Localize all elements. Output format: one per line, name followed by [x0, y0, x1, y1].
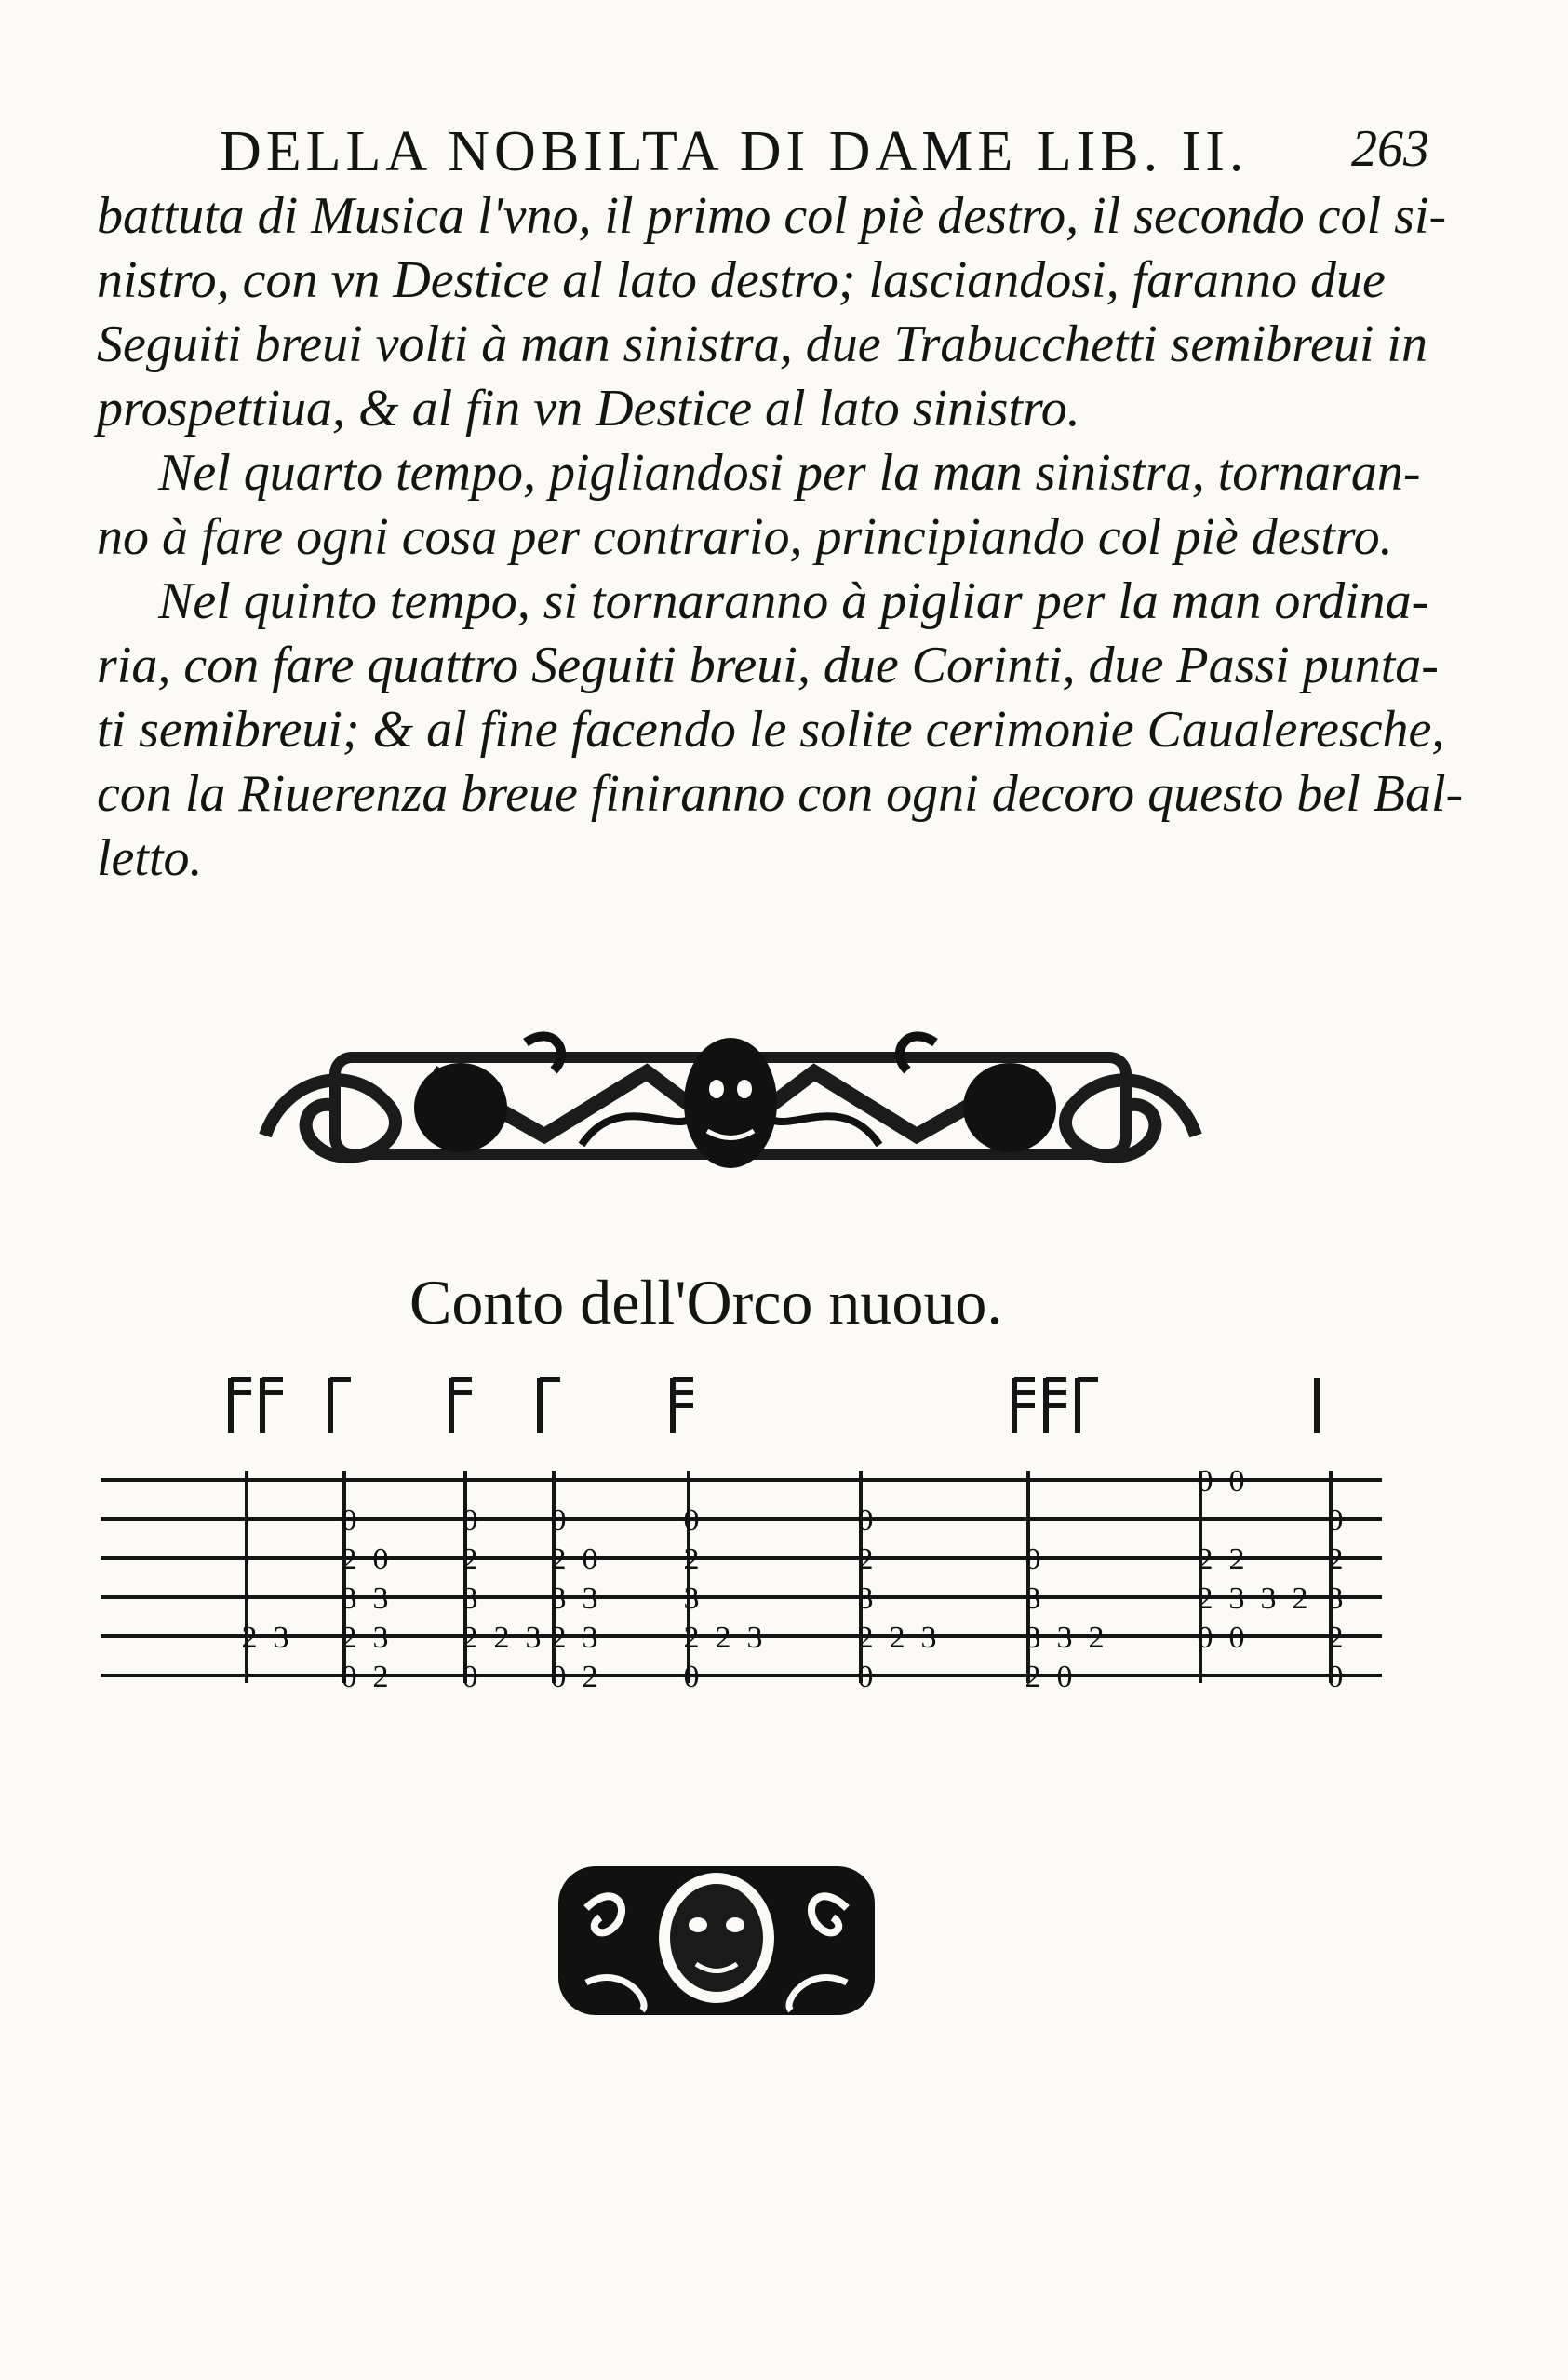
- tab-fret-number: 3: [582, 1620, 598, 1655]
- tab-fret-number: 0: [1197, 1464, 1213, 1499]
- tab-fret-number: 2: [1197, 1542, 1213, 1577]
- tab-fret-number: 3: [1025, 1581, 1041, 1616]
- text-line: prospettiua, & al fin vn Destice al lato sinistro.: [97, 380, 1080, 437]
- tab-fret-number: 2: [372, 1660, 389, 1694]
- tab-fret-number: 2: [550, 1620, 567, 1655]
- tab-fret-number: 2: [1327, 1542, 1344, 1577]
- tab-fret-number: 0: [857, 1503, 874, 1538]
- tab-fret-number: 2: [857, 1542, 874, 1577]
- text-line: letto.: [97, 829, 203, 887]
- running-head: [220, 119, 1429, 184]
- tab-fret-number: 2: [582, 1660, 598, 1694]
- mask-ornament-icon: [549, 1852, 884, 2029]
- tab-fret-number: 2: [241, 1620, 258, 1655]
- text-line: con la Riuerenza breue finiranno con ogni decoro questo bel Bal-: [97, 765, 1464, 823]
- tab-fret-number: 3: [462, 1581, 478, 1616]
- tab-fret-number: 3: [372, 1581, 389, 1616]
- lute-tablature: [93, 1359, 1396, 1750]
- tab-fret-number: 3: [1056, 1620, 1073, 1655]
- tab-fret-number: 0: [683, 1660, 700, 1694]
- text-line: nistro, con vn Destice al lato destro; lasciandosi, faranno due: [97, 251, 1386, 309]
- tab-fret-number: 2: [715, 1620, 731, 1655]
- woodcut-ornament-icon: [247, 1024, 1214, 1187]
- tab-fret-number: 0: [1327, 1660, 1344, 1694]
- tab-fret-number: 0: [1228, 1464, 1245, 1499]
- tab-fret-number: 2: [1228, 1542, 1245, 1577]
- text-line: Nel quarto tempo, pigliandosi per la man sinistra, tornaran-: [158, 444, 1421, 502]
- running-title: DELLA NOBILTA DI DAME LIB. II.: [220, 120, 1249, 183]
- tab-fret-number: 0: [1056, 1660, 1073, 1694]
- tab-fret-number: 0: [1228, 1620, 1245, 1655]
- tab-fret-number: 3: [341, 1581, 357, 1616]
- paragraph-1: [97, 184, 1447, 441]
- tab-fret-number: 0: [1025, 1542, 1041, 1577]
- tab-fret-number: 3: [920, 1620, 937, 1655]
- paragraph-2: [97, 441, 1421, 570]
- tab-fret-number: 3: [273, 1620, 289, 1655]
- tab-fret-number: 0: [550, 1660, 567, 1694]
- tab-fret-number: 0: [582, 1542, 598, 1577]
- tab-fret-number: 2: [1197, 1581, 1213, 1616]
- tab-fret-number: 2: [1088, 1620, 1105, 1655]
- tab-fret-number: 2: [857, 1620, 874, 1655]
- tab-fret-number: 3: [1025, 1620, 1041, 1655]
- tab-fret-number: 2: [1327, 1620, 1344, 1655]
- tab-fret-number: 0: [550, 1503, 567, 1538]
- tab-fret-number: 2: [683, 1542, 700, 1577]
- text-line: battuta di Musica l'vno, il primo col piè destro, il secondo col si-: [97, 187, 1447, 245]
- tab-fret-number: 0: [341, 1660, 357, 1694]
- tab-fret-number: 3: [857, 1581, 874, 1616]
- tab-fret-number: 0: [462, 1503, 478, 1538]
- tab-fret-number: 3: [525, 1620, 542, 1655]
- page-number: 263: [1351, 120, 1429, 178]
- tab-fret-number: 3: [746, 1620, 763, 1655]
- tab-fret-number: 3: [550, 1581, 567, 1616]
- tab-fret-number: 2: [1292, 1581, 1308, 1616]
- tab-fret-number: 2: [550, 1542, 567, 1577]
- tab-fret-number: 3: [372, 1620, 389, 1655]
- tab-fret-number: 3: [683, 1581, 700, 1616]
- tab-fret-number: 2: [1025, 1660, 1041, 1694]
- text-line: ria, con fare quattro Seguiti breui, due Corinti, due Passi punta-: [97, 637, 1439, 694]
- tab-fret-number: 3: [1260, 1581, 1277, 1616]
- tab-fret-number: 2: [341, 1620, 357, 1655]
- text-line: Nel quinto tempo, si tornaranno à pigliar per la man ordina-: [158, 572, 1429, 630]
- tab-fret-number: 0: [462, 1660, 478, 1694]
- tab-fret-number: 2: [683, 1620, 700, 1655]
- text-line: Seguiti breui volti à man sinistra, due Trabucchetti semibreui in: [97, 316, 1427, 373]
- tab-fret-number: 0: [683, 1503, 700, 1538]
- text-line: ti semibreui; & al fine facendo le solite cerimonie Caualeresche,: [97, 701, 1445, 759]
- tab-fret-number: 0: [341, 1503, 357, 1538]
- body-text: [97, 184, 1464, 891]
- tab-fret-number: 0: [1327, 1503, 1344, 1538]
- paragraph-3: [97, 570, 1464, 891]
- tab-fret-number: 3: [1228, 1581, 1245, 1616]
- tab-fret-number: 2: [493, 1620, 510, 1655]
- tab-fret-number: 0: [857, 1660, 874, 1694]
- tab-fret-number: 3: [1327, 1581, 1344, 1616]
- text-line: no à fare ogni cosa per contrario, principiando col piè destro.: [97, 508, 1393, 566]
- music-title: Conto dell'Orco nuouo.: [409, 1267, 1003, 1338]
- tab-fret-number: 2: [462, 1620, 478, 1655]
- tab-fret-number: 2: [889, 1620, 905, 1655]
- tab-fret-number: 3: [582, 1581, 598, 1616]
- tab-fret-number: 0: [372, 1542, 389, 1577]
- tab-fret-number: 2: [462, 1542, 478, 1577]
- tab-fret-number: 0: [1197, 1620, 1213, 1655]
- tab-fret-number: 2: [341, 1542, 357, 1577]
